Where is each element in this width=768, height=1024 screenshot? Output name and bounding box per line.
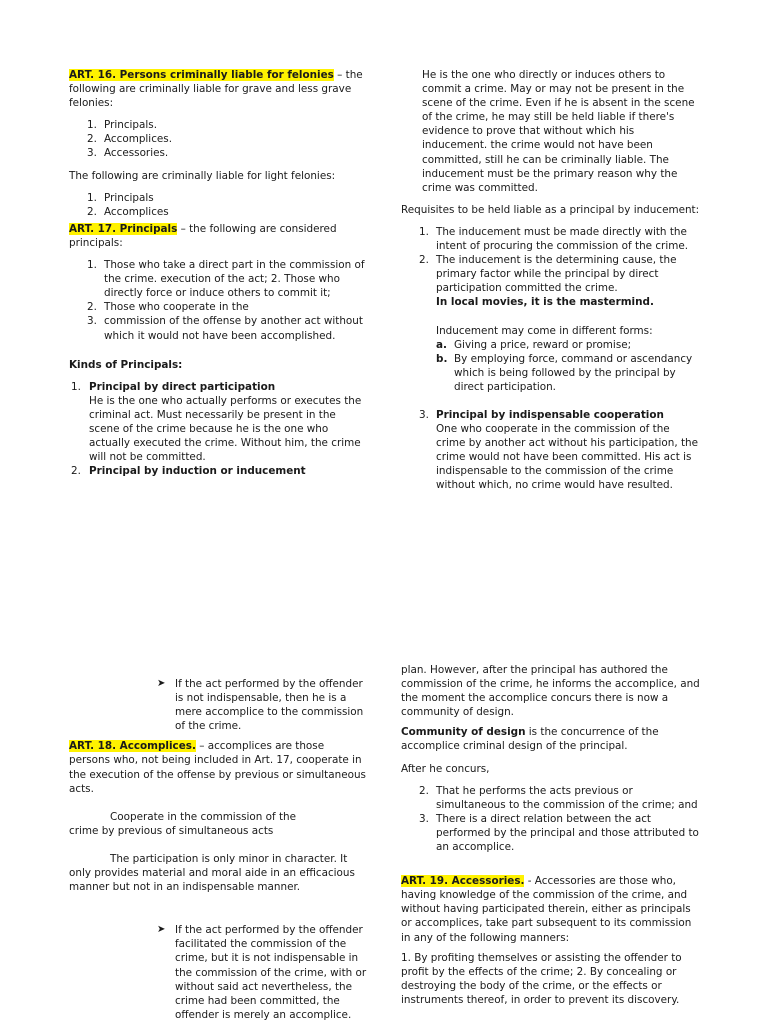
- light-felonies-intro: The following are criminally liable for light felonies:: [69, 169, 336, 182]
- forms-intro: Inducement may come in different forms:: [436, 324, 653, 337]
- kinds-of-principals-heading: Kinds of Principals:: [69, 358, 183, 371]
- list-item: 2. Accomplices: [87, 205, 169, 218]
- community-of-design-term: Community of design: [401, 726, 526, 739]
- art18-body: – accomplices are those persons who, not being included in Art. 17, cooperate in the execution of the offense by previous or simultaneous acts.: [69, 740, 366, 795]
- art16-body: the following are criminally liable for grave and less grave felonies:: [69, 69, 363, 110]
- page1-left-column: [69, 68, 367, 478]
- list-item: 1. Principals.: [87, 119, 157, 132]
- light-felonies-list: [69, 191, 367, 219]
- list-item: 1. Principals: [87, 191, 154, 204]
- after-concurs: After he concurs,: [401, 762, 490, 775]
- mastermind-note: In local movies, it is the mastermind.: [436, 296, 654, 309]
- art18-heading: ART. 18. Accomplices.: [69, 740, 196, 753]
- list-item: 2. Those who cooperate in the: [87, 301, 249, 314]
- page2-left-column: [69, 677, 367, 1022]
- list-item: 3. commission of the offense by another act without which it would not have been accomplished.: [87, 315, 363, 342]
- list-item: 3. Principal by indispensable cooperation One who cooperate in the commission of the crime by another act without his participation, the crime would not have been committed. His act is indispensable to the commission of the crime without which, no crime would have resulted.: [419, 408, 699, 492]
- list-item: 2. Accomplices.: [87, 133, 173, 146]
- page2-right-column: [401, 663, 701, 1007]
- kind3-title: Principal by indispensable cooperation: [436, 408, 664, 421]
- art16-heading: ART. 16. Persons criminally liable for felonies: [69, 69, 334, 81]
- art17-paragraph: [69, 222, 367, 250]
- art17-body: – the following are considered principals:: [69, 222, 337, 249]
- list-item: 3. Accessories.: [87, 147, 169, 160]
- bullet-facilitated: ➤ If the act performed by the offender facilitated the commission of the crime, but it is not indispensable in the commission of the crime, with or without said act nevertheless, the crime had been committed, the offender is merely an accomplice.: [157, 924, 367, 1021]
- kind1-body: He is the one who actually performs or executes the criminal act. Must necessarily be present in the scene of the crime because he is the one who actually executed the crime. Without him, the crime will not be committed.: [89, 394, 362, 464]
- grave-felonies-list: [69, 118, 367, 160]
- kind1-title: Principal by direct participation: [89, 380, 276, 393]
- list-item: 1. Principal by direct participation He is the one who actually performs or executes the criminal act. Must necessarily be present in the scene of the crime because he is the one who actually executed the crime. Without him, the crime will not be committed.: [71, 380, 362, 464]
- principals-list: [69, 258, 367, 343]
- list-item: 3. There is a direct relation between the act performed by the principal and those attributed to an accomplice.: [419, 812, 699, 854]
- art17-heading: ART. 17. Principals: [69, 222, 178, 235]
- list-item: a. Giving a price, reward or promise;: [436, 338, 632, 351]
- arrowhead-bullet-icon: ➤: [157, 678, 166, 689]
- art19-heading: ART. 19. Accessories.: [401, 875, 525, 888]
- kind3-body: One who cooperate in the commission of the crime by another act without his participation, the crime would not have been committed. His act is indispensable to the commission of the crime without which, no crime would have resulted.: [436, 423, 699, 492]
- kind3-list: [401, 408, 701, 493]
- list-item: 2. Principal by induction or inducement: [71, 465, 306, 478]
- art18-paragraph: [69, 739, 367, 795]
- cooperate-line-2: crime by previous of simultaneous acts: [69, 824, 274, 837]
- list-item: 2. That he performs the acts previous or simultaneous to the commission of the crime; and: [419, 784, 698, 811]
- art19-items: 1. By profiting themselves or assisting the offender to profit by the effects of the crime; 2. By concealing or destroying the body of the crime, or the effects or instruments thereof, in order to prevent its discovery.: [401, 951, 682, 1006]
- list-item: 1. Those who take a direct part in the commission of the crime. execution of the act; 2. Those who directly force or induce others to commit it;: [87, 259, 365, 300]
- concur-list: [401, 784, 701, 854]
- community-of-design-paragraph: Community of design is the concurrence of the accomplice criminal design of the principal.: [401, 726, 659, 753]
- requisites-intro: Requisites to be held liable as a principal by inducement:: [401, 203, 700, 216]
- list-item: 2. The inducement is the determining cause, the primary factor while the principal by direct participation committed the crime. In local movies, it is the mastermind.: [419, 254, 677, 309]
- inducer-paragraph: He is the one who directly or induces others to commit a crime. May or may not be present in the scene of the crime. Even if he is absent in the scene of the crime, he may still be held liable if there's evidence to prove that without which his inducement. the crime would not have been committed, still he can be criminally liable. The inducement must be the primary reason why the crime was committed.: [422, 69, 695, 194]
- art16-paragraph: ART. 16. Persons criminally liable for felonies – the following are criminally liable for grave and less grave felonies:: [69, 69, 363, 110]
- plan-paragraph: plan. However, after the principal has authored the commission of the crime, he informs the accomplice, and the moment the accomplice concurs there is now a community of design.: [401, 664, 700, 719]
- bullet-not-indispensable: ➤ If the act performed by the offender is not indispensable, then he is a mere accomplice to the commission of the crime.: [157, 678, 364, 733]
- forms-list: [401, 338, 701, 394]
- kind2-title: Principal by induction or inducement: [89, 465, 306, 478]
- art19-paragraph: ART. 19. Accessories. - Accessories are those who, having knowledge of the commission of the crime, and without having participated therein, either as principals or accomplices, take part subsequent to its commission in any of the following manners:: [401, 875, 692, 944]
- kinds-list: [69, 380, 367, 479]
- arrowhead-bullet-icon: ➤: [157, 924, 166, 936]
- participation-paragraph: The participation is only minor in character. It only provides material and moral aide in an efficacious manner but not in an indispensable manner.: [69, 852, 355, 894]
- list-item: b. By employing force, command or ascendancy which is being followed by the principal by direct participation.: [436, 352, 693, 393]
- cooperate-line-1: Cooperate in the commission of the: [110, 810, 297, 823]
- list-item: 1. The inducement must be made directly with the intent of procuring the commission of the crime.: [419, 225, 689, 253]
- page1-right-column: [401, 68, 701, 493]
- requisites-list: [401, 225, 701, 310]
